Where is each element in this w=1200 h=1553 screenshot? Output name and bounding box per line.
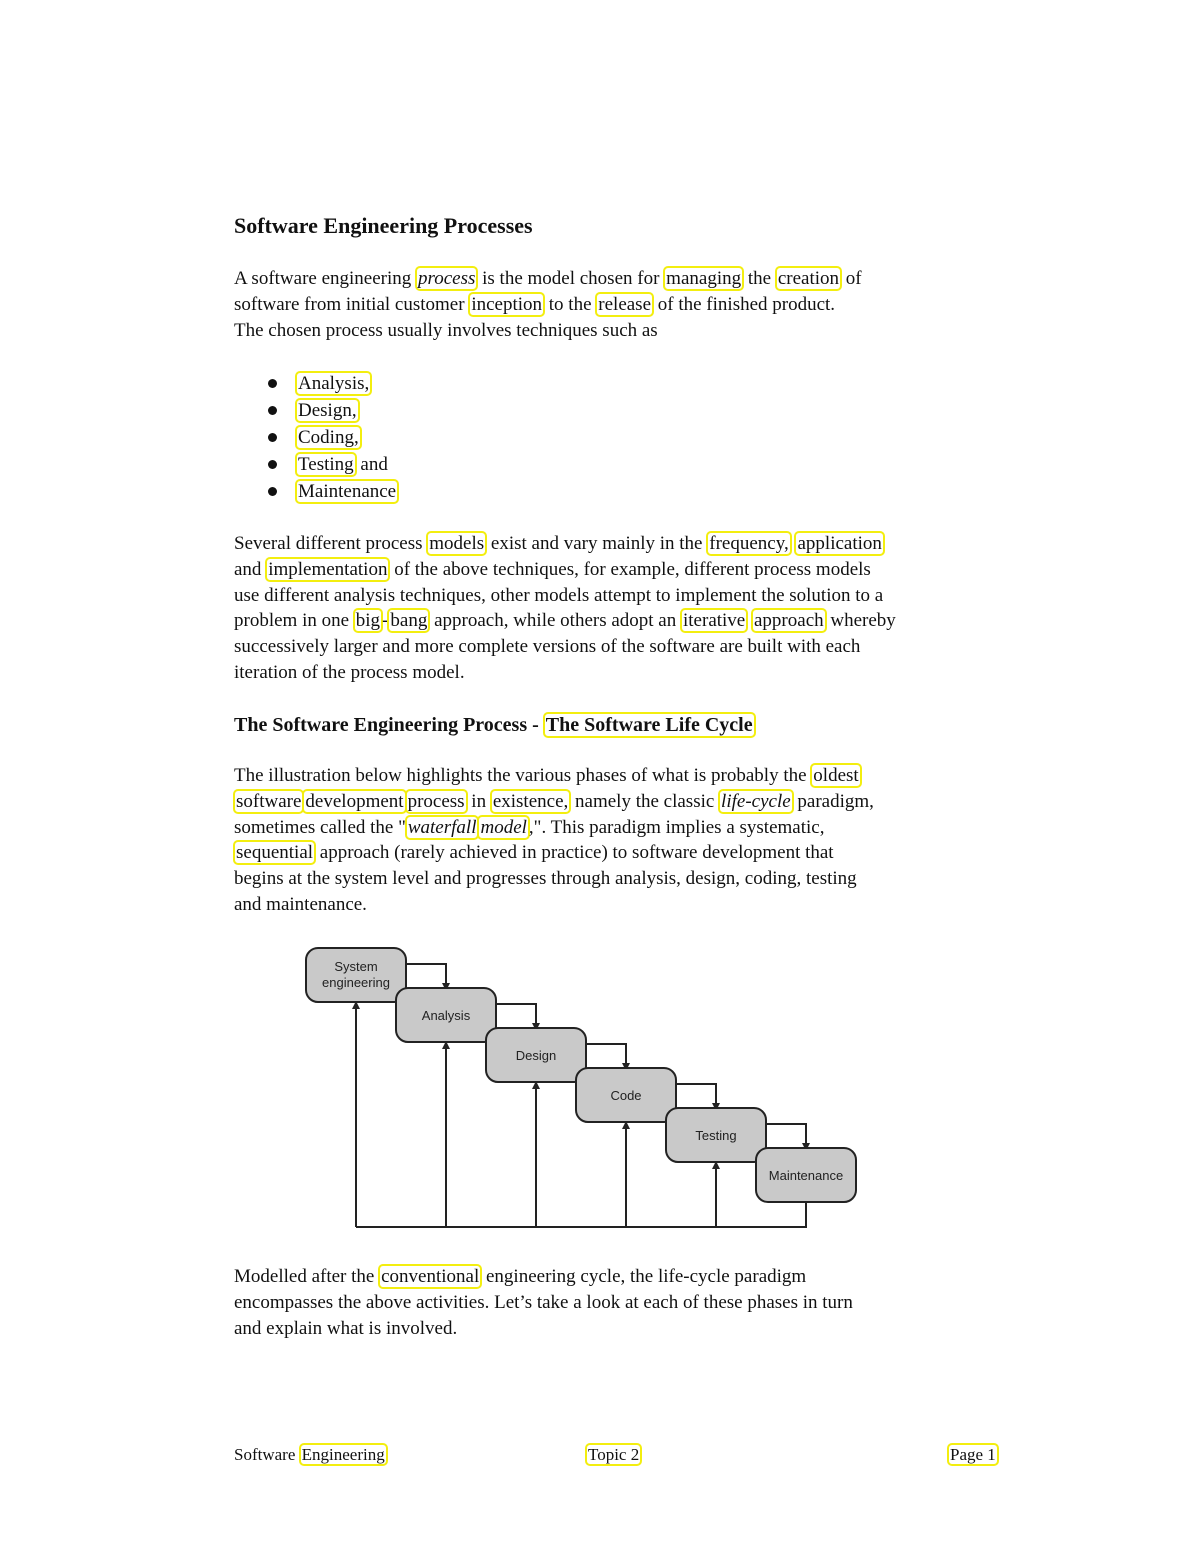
highlight-sequential: sequential [233,840,316,865]
para3-line-4: sequential approach (rarely achieved in practice) to software development that [234,840,1004,866]
process-models-paragraph [234,531,1004,686]
para4-line-2: encompasses the above activities. Let’s take a look at each of these phases in turn [234,1291,853,1313]
highlight-managing: managing [663,266,744,291]
highlight-iterative: iterative [680,608,748,633]
highlight-software: software [233,789,304,814]
closing-paragraph [234,1264,1004,1341]
phase-label: Design [515,1048,557,1063]
waterfall-diagram [296,940,866,1235]
highlight-life-cycle-word: life-cycle [718,789,794,814]
para4-line-3: and explain what is involved. [234,1317,458,1339]
highlight-footer-engineering: Engineering [299,1443,388,1466]
highlight-frequency: frequency, [706,531,791,556]
para3-line-3: sometimes called the " waterfall model ,". This paradigm implies a systematic, [234,816,825,838]
highlight-life-cycle: The Software Life Cycle [543,712,756,738]
highlight-waterfall: waterfall [405,815,480,840]
para2-line-6: iteration of the process model. [234,661,465,683]
phase-box [576,1068,676,1122]
phase-label: System [334,959,378,974]
list-item [234,424,398,451]
technique-list [234,370,398,505]
highlight-model: model [477,815,529,840]
phase-label: Analysis [421,1008,471,1023]
bullet-dot [268,460,277,469]
highlight-design: Design, [295,398,360,423]
phase-label: Code [610,1088,642,1103]
life-cycle-paragraph [234,763,1004,918]
footer-left: Software Engineering [234,1443,387,1467]
section-heading: The Software Engineering Process - The Software Life Cycle [234,712,755,738]
highlight-release: release [595,292,654,317]
para3-line-1: The illustration below highlights the various phases of what is probably the oldest [234,763,1004,789]
highlight-inception: inception [468,292,545,317]
phase-box [486,1028,586,1082]
phase-box [396,988,496,1042]
phase-box [666,1108,766,1162]
para2-line-5: successively larger and more complete versions of the software are built with each [234,636,861,658]
para2-line-4: problem in one big - bang approach, while others adopt an iterative approach whereby [234,610,896,632]
footer-right [948,1443,998,1467]
highlight-development: development [302,789,406,814]
para4-line-1: Modelled after the conventional engineering cycle, the life-cycle paradigm [234,1266,807,1287]
bullet-dot [268,487,277,496]
highlight-process: process [415,266,478,291]
phase-label: Testing [695,1128,737,1143]
intro-paragraph [234,266,1004,343]
highlight-conventional: conventional [378,1264,482,1289]
phase-box [306,948,406,1002]
highlight-footer-topic: Topic 2 [585,1443,642,1466]
para3-line-2: software development process in existence, namely the classic life-cycle paradigm, [234,789,1004,815]
list-item [234,478,398,505]
highlight-approach: approach [751,608,827,633]
phase-label: engineering [322,975,390,990]
page-title: Software Engineering Processes [234,213,533,238]
forward-arrow [586,1044,626,1067]
para3-line-6: and maintenance. [234,893,367,915]
footer-center [586,1443,641,1467]
highlight-maintenance: Maintenance [295,479,399,504]
intro-line-1: A software engineering process is the model chosen for managing the creation of [234,268,862,289]
highlight-big: big [353,608,383,633]
forward-arrow [406,964,446,987]
para3-line-5: begins at the system level and progresses through analysis, design, coding, testing [234,868,857,890]
forward-arrow [676,1084,716,1107]
phase-label: Maintenance [768,1168,844,1183]
para2-line-2: and implementation of the above techniques, for example, different process models [234,558,871,580]
bullet-dot [268,433,277,442]
bullet-dot [268,379,277,388]
highlight-application: application [794,531,884,556]
return-line [356,1202,806,1227]
phase-box [756,1148,856,1202]
bullet-dot [268,406,277,415]
para2-line-3: use different analysis techniques, other models attempt to implement the solution to a [234,584,884,606]
highlight-oldest: oldest [810,763,861,788]
highlight-existence: existence, [490,789,571,814]
highlight-footer-page: Page 1 [947,1443,999,1466]
forward-arrow [496,1004,536,1027]
highlight-bang: bang [387,608,430,633]
list-item: Testing and [234,451,398,478]
highlight-coding: Coding, [295,425,362,450]
highlight-testing: Testing [295,452,357,477]
highlight-implementation: implementation [265,557,390,582]
highlight-process-2: process [405,789,468,814]
highlight-analysis: Analysis, [295,371,372,396]
intro-line-3: The chosen process usually involves techniques such as [234,319,658,341]
highlight-models: models [426,531,487,556]
diagram-phases [306,948,856,1202]
list-item [234,397,398,424]
intro-line-2: software from initial customer inception to the release of the finished product. [234,293,836,315]
forward-arrow [766,1124,806,1147]
list-item [234,370,398,397]
highlight-creation: creation [775,266,842,291]
para2-line-1: Several different process models exist and vary mainly in the frequency, application [234,531,1004,557]
